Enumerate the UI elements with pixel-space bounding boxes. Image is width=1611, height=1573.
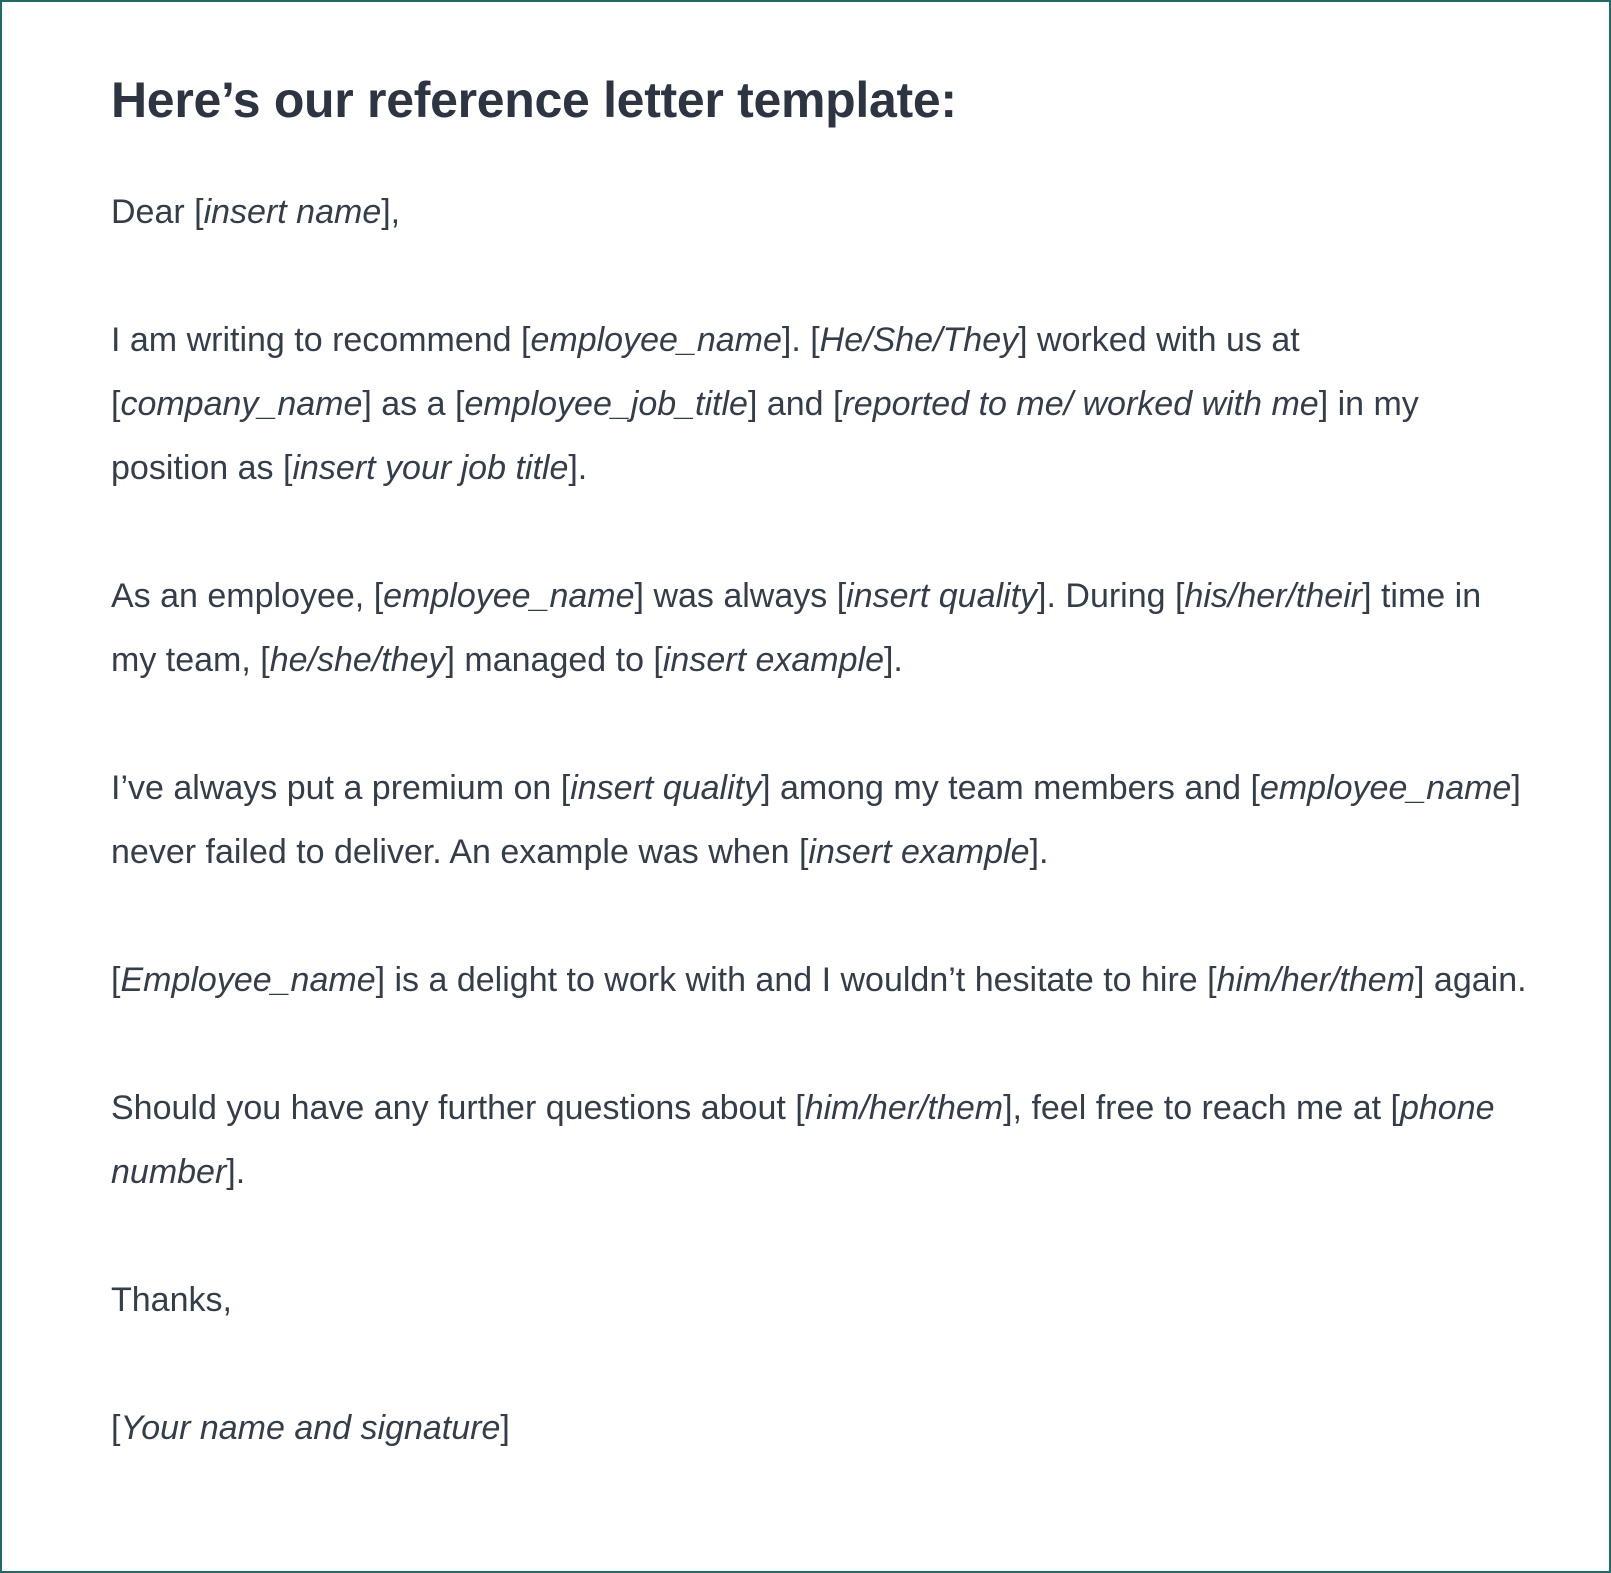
letter-text: ] among my team members and [	[761, 769, 1260, 807]
placeholder-text: employee_name	[383, 577, 635, 615]
letter-text: I am writing to recommend [	[111, 321, 531, 359]
letter-text: ] managed to [	[445, 641, 663, 679]
placeholder-text: insert example	[808, 833, 1030, 871]
placeholder-text: employee_name	[1259, 769, 1512, 807]
placeholder-text: insert name	[203, 193, 382, 231]
letter-text: Dear [	[111, 193, 204, 231]
placeholder-text: employee_job_title	[464, 385, 748, 423]
letter-text: ],	[381, 193, 401, 231]
letter-text: ] is a delight to work with and I wouldn’t hesitate to hire [	[375, 961, 1217, 999]
letter-text: ], feel free to reach me at [	[1003, 1089, 1400, 1127]
letter-text: Should you have any further questions about [	[111, 1089, 805, 1127]
letter-text: ].	[1029, 833, 1049, 871]
letter-text: ] time in my team, [	[111, 577, 1482, 679]
placeholder-text: He/She/They	[819, 321, 1019, 359]
letter-text: ] in my position as [	[111, 385, 1419, 487]
letter-text: ] never failed to deliver. An example was when [	[111, 769, 1521, 871]
placeholder-text: Employee_name	[120, 961, 376, 999]
letter-text: ] as a [	[362, 385, 465, 423]
letter-paragraph-contact	[111, 1076, 1529, 1204]
placeholder-text: insert quality	[846, 577, 1038, 615]
page-title: Here’s our reference letter template:	[111, 72, 957, 128]
letter-text: ]	[500, 1409, 510, 1447]
letter-closing	[111, 1268, 1529, 1332]
placeholder-text: him/her/them	[804, 1089, 1004, 1127]
letter-text: ] was always [	[634, 577, 847, 615]
letter-paragraph-recommendation	[111, 308, 1529, 500]
letter-text: As an employee, [	[111, 577, 384, 615]
letter-signature	[111, 1396, 1529, 1460]
letter-text: ]. During [	[1037, 577, 1185, 615]
letter-text: ].	[883, 641, 903, 679]
placeholder-text: reported to me/ worked with me	[842, 385, 1319, 423]
placeholder-text: Your name and signature	[120, 1409, 501, 1447]
letter-text: ].	[568, 449, 588, 487]
placeholder-text: his/her/their	[1184, 577, 1363, 615]
letter-text: I’ve always put a premium on [	[111, 769, 571, 807]
letter-paragraph-qualities	[111, 564, 1529, 692]
letter-text: ] worked with us at [	[111, 321, 1300, 423]
letter-text: ] and [	[747, 385, 843, 423]
letter-paragraph-rehire	[111, 948, 1529, 1012]
placeholder-text: employee_name	[530, 321, 782, 359]
letter-salutation	[111, 180, 1529, 244]
placeholder-text: insert quality	[570, 769, 762, 807]
letter-paragraph-premium	[111, 756, 1529, 884]
placeholder-text: insert example	[662, 641, 884, 679]
placeholder-text: phone number	[111, 1089, 1495, 1191]
placeholder-text: he/she/they	[269, 641, 446, 679]
letter-text: Thanks,	[111, 1281, 232, 1319]
letter-text: [	[111, 1409, 121, 1447]
letter-text: ]. [	[781, 321, 820, 359]
placeholder-text: him/her/them	[1216, 961, 1416, 999]
letter-text: [	[111, 961, 121, 999]
placeholder-text: company_name	[120, 385, 363, 423]
letter-text: ] again.	[1415, 961, 1527, 999]
placeholder-text: insert your job title	[292, 449, 569, 487]
letter-text: ].	[226, 1153, 246, 1191]
